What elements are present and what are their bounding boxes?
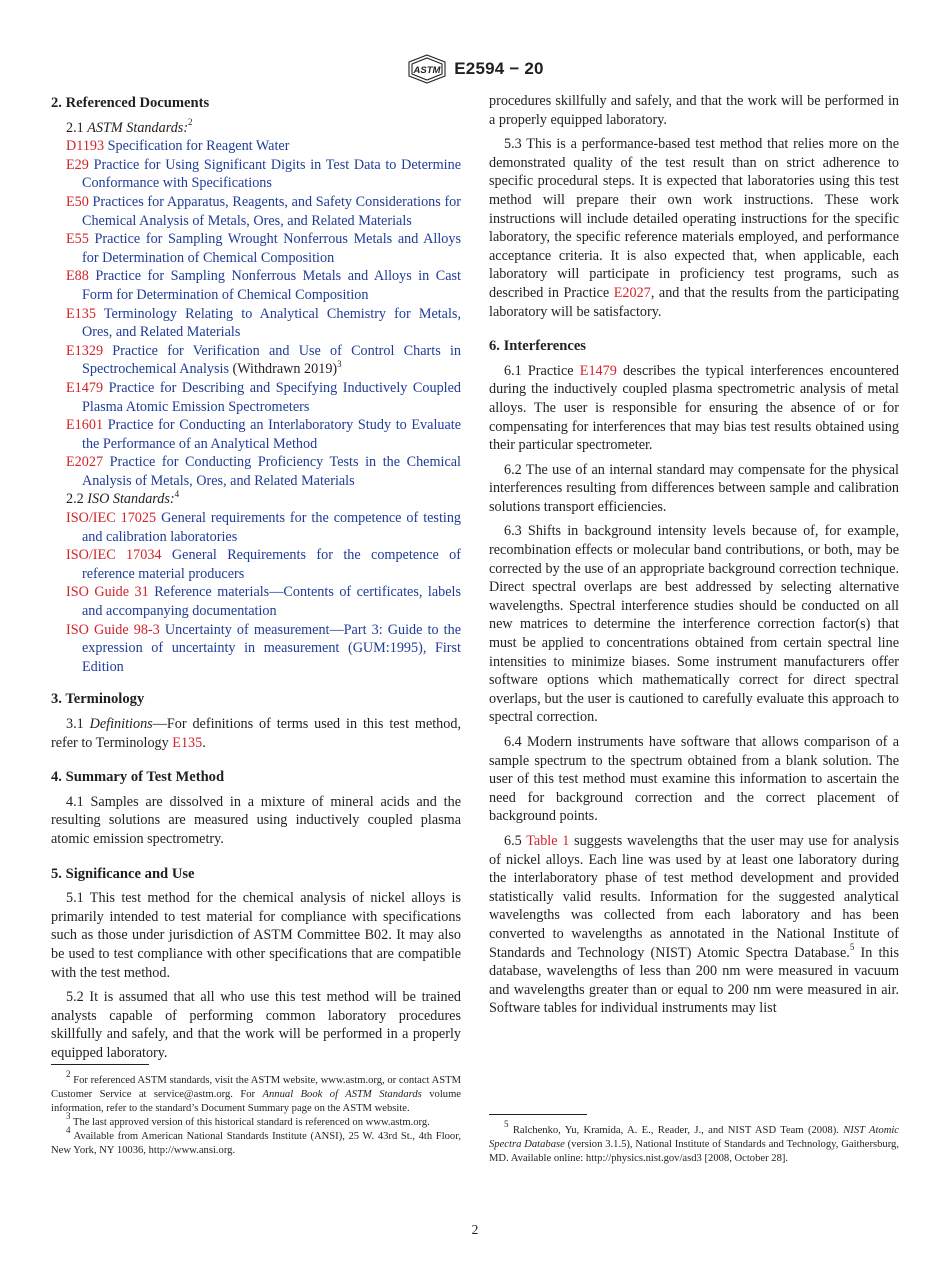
- standard-designation: E2594 − 20: [454, 59, 544, 78]
- paragraph-5-3: 5.3 This is a performance-based test method that relies more on the demonstrated quality of the test result than on strict adherence to specific procedural steps. It is expected that laboratories using this test method will prepare their own work instructions. These work instructions will include detailed operating instructions for the specific laboratory, the specific reference materials employed, and performance acceptance criteria. It is also expected that, when applicable, each laboratory will participate in proficiency test programs, such as described in Practice E2027, and that the results from the participating laboratory will be satisfactory.: [489, 136, 899, 320]
- footnote-rule: [51, 1064, 149, 1065]
- astm-standards-label: 2.1 ASTM Standards:$^2$: [66, 116, 193, 136]
- link-e2027[interactable]: E2027: [613, 284, 651, 301]
- reference-item[interactable]: E135 Terminology Relating to Analytical Chemistry for Metals, Ores, and Related Materials: [66, 305, 461, 341]
- reference-item[interactable]: E29 Practice for Using Significant Digits in Test Data to Determine Conformance with Specifications: [66, 156, 461, 192]
- withdrawn-note: (Withdrawn 2019): [232, 361, 338, 378]
- reference-item[interactable]: E1601 Practice for Conducting an Interlaboratory Study to Evaluate the Performance of an Analytical Method: [66, 417, 462, 452]
- paragraph-5-2-continued: procedures skillfully and safely, and that the work will be performed in a properly equipped laboratory.: [489, 93, 899, 128]
- link-e1479[interactable]: E1479: [579, 362, 617, 379]
- logo-text: ASTM: [413, 65, 441, 76]
- footnote-5: $^5$ Ralchenko, Yu, Kramida, A. E., Reader, J., and NIST ASD Team (2008). NIST Atomic Spectra Database (version 3.1.5), National Institute of Standards and Technology, Gaithersburg, MD. Available online: http://physics.nist.gov/asd3 [2008, October 28].: [489, 1119, 899, 1164]
- reference-item[interactable]: E1329 Practice for Verification and Use of Control Charts in Spectrochemical Analysis (Withdrawn 2019)$^3$: [66, 342, 461, 378]
- page-number: 2: [471, 1222, 479, 1237]
- paragraph-5-1: 5.1 This test method for the chemical analysis of nickel alloys is primarily intended to test material for compliance with specifications such as those under jurisdiction of ASTM Committee B02. It may also be used to test compliance with other specifications that are compatible with the test method.: [51, 890, 461, 981]
- reference-item[interactable]: ISO Guide 31 Reference materials—Contents of certificates, labels and accompanying documentation: [66, 584, 461, 620]
- astm-logo: [406, 54, 448, 84]
- footnote-4: $^4$ Available from American National Standards Institute (ANSI), 25 W. 43rd St., 4th Floor, New York, NY 10036, http://www.ansi.org.: [51, 1125, 461, 1156]
- reference-item[interactable]: E55 Practice for Sampling Wrought Nonferrous Metals and Alloys for Determination of Chemical Composition: [66, 231, 462, 266]
- reference-item[interactable]: ISO/IEC 17034 General Requirements for the competence of reference material producers: [66, 547, 461, 582]
- footnotes-right: [489, 1114, 899, 1166]
- paragraph-6-2: 6.2 The use of an internal standard may compensate for the physical interferences resulting from differences between sample and calibration solutions transport efficiencies.: [489, 461, 899, 515]
- paragraph-5-2: 5.2 It is assumed that all who use this test method will be trained analysts capable of performing common laboratory procedures skillfully and safely, and that the work will be performed in a properly equipped laboratory.: [51, 989, 461, 1061]
- reference-item[interactable]: E88 Practice for Sampling Nonferrous Metals and Alloys in Cast Form for Determination of Chemical Composition: [66, 268, 461, 303]
- paragraph-6-1: 6.1 Practice E1479 describes the typical interferences encountered during the inductively coupled plasma spectrometric analysis of metal alloys. The user is responsible for ensuring the absence of or for compensating for interferences that may bias test results obtained using their particular spectrometer.: [489, 362, 900, 454]
- right-column: [489, 92, 899, 1024]
- link-e135[interactable]: E135: [172, 734, 203, 751]
- paragraph-6-4: 6.4 Modern instruments have software that allows comparison of a sample spectrum to the spectrum obtained from a blank solution. The user of this test method must examine this information to ascertain the need for background correction and the correct placement of background points.: [489, 734, 899, 825]
- left-column: [51, 92, 461, 1069]
- section-4-heading: 4. Summary of Test Method: [51, 769, 225, 786]
- footnote-3: $^3$ The last approved version of this historical standard is referenced on www.astm.org.: [66, 1111, 430, 1128]
- reference-item[interactable]: ISO/IEC 17025 General requirements for the competence of testing and calibration laboratories: [66, 510, 462, 545]
- reference-item[interactable]: E50 Practices for Apparatus, Reagents, and Safety Considerations for Chemical Analysis of Metals, Ores, and Related Materials: [66, 193, 461, 229]
- reference-item[interactable]: D1193 Specification for Reagent Water: [66, 138, 290, 155]
- section-3-heading: 3. Terminology: [51, 691, 145, 708]
- reference-item[interactable]: ISO Guide 98-3 Uncertainty of measurement—Part 3: Guide to the expression of uncertainty in measurement (GUM:1995), First Edition: [66, 621, 462, 675]
- paragraph-3-1: 3.1 Definitions—For definitions of terms used in this test method, refer to Terminology E135.: [51, 716, 462, 751]
- paragraph-6-3: 6.3 Shifts in background intensity levels because of, for example, recombination effects or molecular band contributions, or both, may be corrected by the use of an appropriate background correction technique. Direct spectral overlaps are best addressed by selecting alternative wavelengths. Spectral interference studies should be conducted on all new matrices to determine the interference correction factor(s) that must be applied to concentrations obtained from certain spectral line intensities to minimize biases. Some instrument manufacturers offer software options which mathematically correct for direct spectral overlaps, but the user is cautioned to carefully evaluate this approach to spectral correction.: [489, 523, 899, 726]
- footnotes-left: [51, 1064, 461, 1158]
- section-6-heading: 6. Interferences: [489, 338, 586, 355]
- reference-item[interactable]: E2027 Practice for Conducting Proficiency Tests in the Chemical Analysis of Metals, Ores, and Related Materials: [66, 454, 461, 489]
- iso-standards-label: 2.2 ISO Standards:$^4$: [66, 488, 180, 508]
- link-table-1[interactable]: Table 1: [526, 832, 570, 849]
- reference-item[interactable]: E1479 Practice for Describing and Specifying Inductively Coupled Plasma Atomic Emission Spectrometers: [66, 379, 461, 415]
- paragraph-4-1: 4.1 Samples are dissolved in a mixture of mineral acids and the resulting solutions are measured using inductively coupled plasma atomic emission spectrometry.: [51, 793, 461, 847]
- page-header: [0, 54, 950, 84]
- section-2-heading: 2. Referenced Documents: [51, 95, 210, 111]
- footnote-2: $^2$ For referenced ASTM standards, visit the ASTM website, www.astm.org, or contact ASTM Customer Service at service@astm.org. For Annual Book of ASTM Standards volume information, refer to the standard’s Document Summary page on the ASTM website.: [51, 1069, 462, 1114]
- footnote-rule: [489, 1114, 587, 1115]
- section-5-heading: 5. Significance and Use: [51, 865, 195, 882]
- paragraph-6-5: 6.5 Table 1 suggests wavelengths that the user may use for analysis of nickel alloys. Each line was used by at least one laboratory during the interlaboratory phase of test method development and provided statistically valid results. Information for the suggested analytical wavelengths was collected from each laboratory and has been converted to wavelengths as annotated in the National Institute of Standards and Technology (NIST) Atomic Spectra Database.$^5$ In this database, wavelengths of less than 200 nm were measured in vacuum and wavelengths greater than or equal to 200 nm were measured in air. Software tables for individual instruments may list: [489, 832, 900, 1017]
